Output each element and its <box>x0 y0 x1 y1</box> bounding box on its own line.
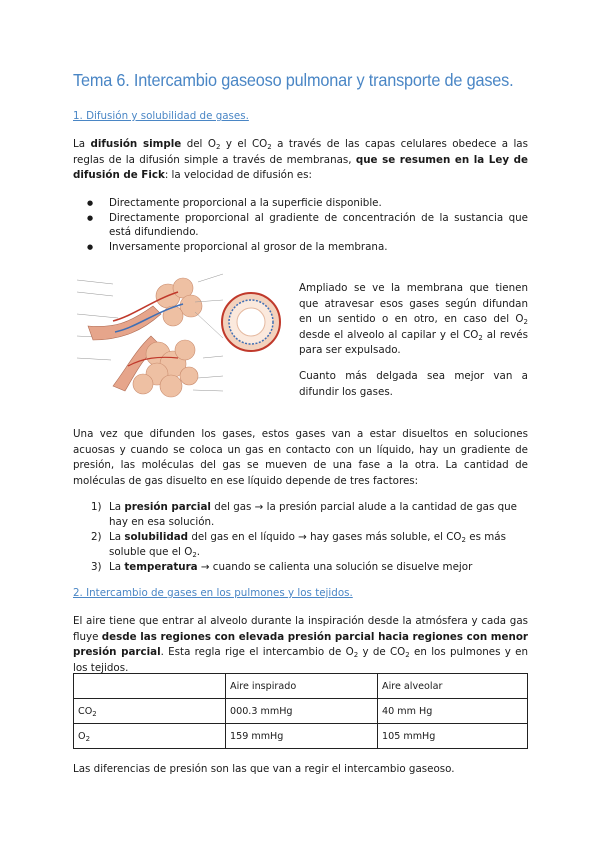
text-run: a través de las capas celulares obedece a las reglas de la difusión simple a través de membranas, <box>73 138 528 166</box>
text-run: desde el alveolo al capilar y el CO <box>299 328 479 341</box>
dissolved-gases-paragraph: Una vez que difunden los gases, estos gases van a estar disueltos en soluciones acuosas y cuando se coloca un gas en contacto con un líquido, hay un gradiente de presión, las moléculas del gas se mueven de una fase a la otra. La cantidad de moléculas de gas disuelto en ese líquido depende de tres factores: <box>73 428 528 487</box>
text-run: del O <box>181 138 216 150</box>
list-item: ● Directamente proporcional al gradiente de concentración de la sustancia que está difundiendo. <box>73 211 528 240</box>
bold-text: que se resumen en la Ley de difusión de Fick <box>73 153 528 181</box>
list-item: ● Inversamente proporcional al grosor de la membrana. <box>73 240 528 255</box>
subscript: 2 <box>92 709 97 718</box>
alveolar-lumen <box>237 308 265 336</box>
text-run: del gas en el líquido → hay gases más soluble, el CO <box>188 531 462 543</box>
subscript: 2 <box>523 318 528 326</box>
text-run: . Esta regla rige el intercambio de O <box>160 646 354 658</box>
subscript: 2 <box>478 333 483 342</box>
text-run: : la velocidad de difusión es: <box>164 169 312 181</box>
table-row <box>74 724 528 749</box>
bold-text: presión parcial <box>124 501 211 513</box>
alveoli-illustration <box>73 266 285 406</box>
table-cell: Aire inspirado <box>226 674 378 699</box>
text-run: La <box>109 531 125 543</box>
list-number: 1) <box>91 501 102 513</box>
list-item <box>73 530 528 559</box>
partial-pressure-table <box>73 673 528 749</box>
subscript: 2 <box>192 550 197 559</box>
table-cell: 159 mmHg <box>226 724 378 749</box>
list-number: 2) <box>91 531 102 543</box>
text-run: La <box>73 138 91 150</box>
section-2-heading[interactable]: 2. Intercambio de gases en los pulmones y los tejidos. <box>73 587 353 599</box>
table-cell <box>74 699 226 724</box>
subscript: 2 <box>461 536 466 544</box>
table-cell <box>74 724 226 749</box>
list-item: ● Directamente proporcional a la superficie disponible. <box>73 196 528 211</box>
list-item <box>73 500 528 529</box>
factors-list <box>73 500 528 576</box>
text-run: La <box>109 501 125 513</box>
table-header-row <box>74 674 528 699</box>
gas-name: O <box>78 730 86 742</box>
subscript: 2 <box>353 651 359 659</box>
text-run: del gas → la presión parcial alude a la cantidad de gas que hay en esa solución. <box>109 501 517 528</box>
page-title: Tema 6. Intercambio gaseoso pulmonar y transporte de gases. <box>73 70 514 90</box>
section-1-heading[interactable]: 1. Difusión y solubilidad de gases. <box>73 110 249 122</box>
text-run: al revés para ser expulsado. <box>299 328 528 356</box>
text-run: Ampliado se ve la membrana que tienen que atravesar esos gases según difundan en un sentido o en otro, en caso del O <box>299 282 528 325</box>
subscript: 2 <box>215 143 221 151</box>
list-item <box>73 560 528 575</box>
text-run: La <box>109 561 125 573</box>
table-cell <box>74 674 226 699</box>
table-cell: 105 mmHg <box>378 724 528 749</box>
bold-text: difusión simple <box>90 138 182 150</box>
text-run: y de CO <box>358 646 406 658</box>
text-run: y el CO <box>220 138 268 150</box>
intro-paragraph <box>73 137 528 184</box>
closing-paragraph: Las diferencias de presión son las que van a regir el intercambio gaseoso. <box>73 763 455 775</box>
table-cell: 000.3 mmHg <box>226 699 378 724</box>
membrane-description <box>299 281 528 359</box>
text-run: . <box>196 545 201 558</box>
subscript: 2 <box>267 143 272 151</box>
gas-exchange-paragraph <box>73 614 528 676</box>
subscript: 2 <box>405 651 410 659</box>
text-run: en los pulmones y en los tejidos. <box>73 646 528 674</box>
bold-text: solubilidad <box>124 531 189 543</box>
list-number: 3) <box>91 561 102 573</box>
text-run: → cuando se calienta una solución se disuelve mejor <box>197 561 473 573</box>
bold-text: desde las regiones con elevada presión parcial hacia regiones con menor presión parcial <box>73 630 528 658</box>
subscript: 2 <box>85 734 91 743</box>
table-cell: Aire alveolar <box>378 674 528 699</box>
table-cell: 40 mm Hg <box>378 699 528 724</box>
table-row <box>74 699 528 724</box>
thickness-note: Cuanto más delgada sea mejor van a difundir los gases. <box>299 370 528 398</box>
fick-law-list <box>73 196 528 254</box>
bold-text: temperatura <box>124 561 198 573</box>
text-run: El aire tiene que entrar al alveolo durante la inspiración desde la atmósfera y cada gas fluye <box>73 615 528 643</box>
gas-name: CO <box>78 705 93 717</box>
text-run: es más soluble que el O <box>109 531 506 558</box>
